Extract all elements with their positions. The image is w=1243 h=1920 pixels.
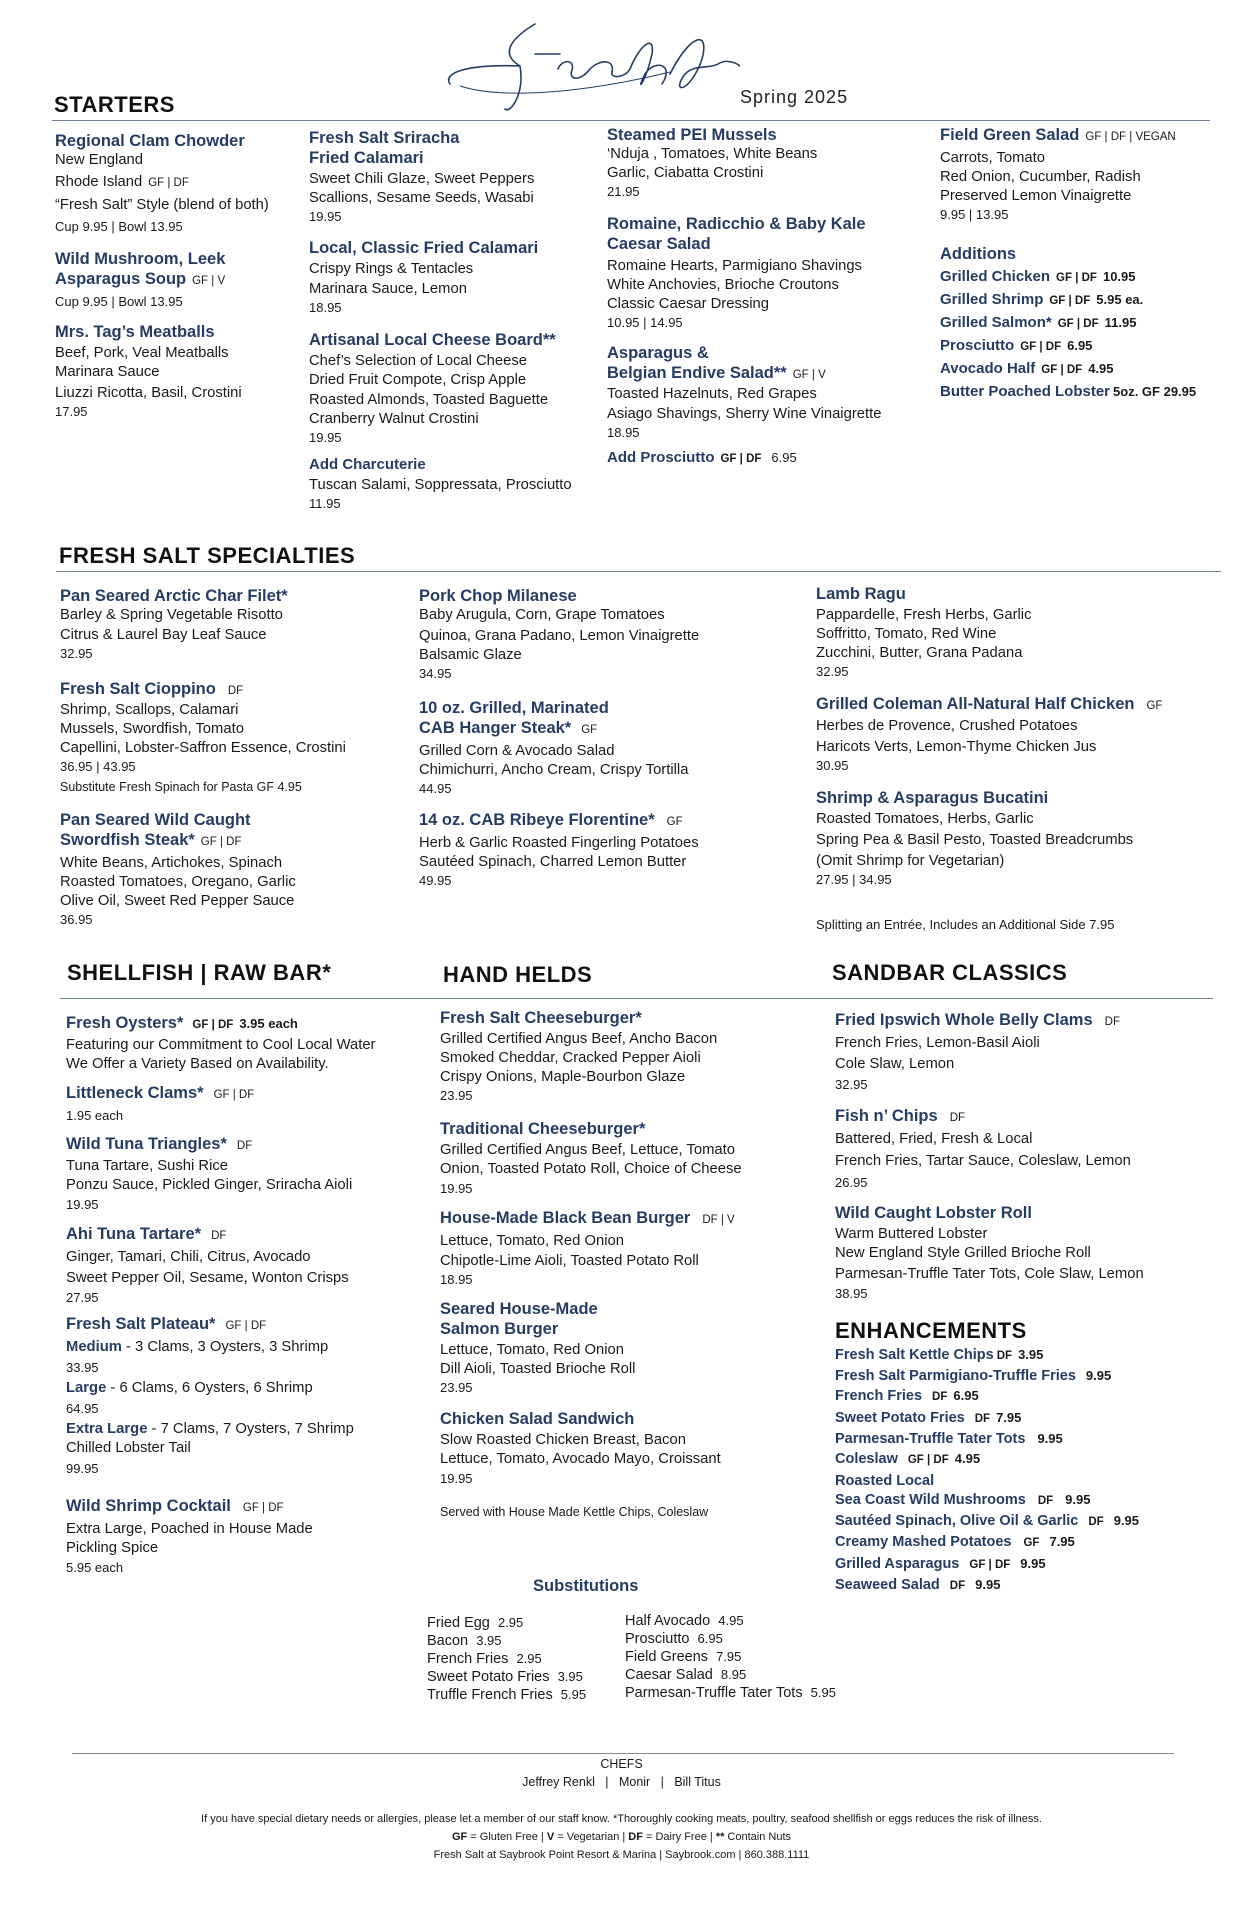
specialties-heading: FRESH SALT SPECIALTIES [59, 543, 356, 568]
item-name: Artisanal Local Cheese Board** [309, 331, 556, 349]
item-desc: New England [55, 152, 144, 168]
item-name: Steamed PEI Mussels [607, 126, 777, 144]
item-desc: Ponzu Sauce, Pickled Ginger, Sriracha Aioli [66, 1177, 353, 1193]
menu-item [607, 447, 907, 469]
item-desc: Sweet Chili Glaze, Sweet Peppers [309, 171, 535, 187]
menu-item [60, 810, 400, 929]
menu-item [66, 1496, 416, 1577]
split-entree-note: Splitting an Entrée, Includes an Additional Side 7.95 [816, 917, 1115, 932]
item-name: Asparagus & [607, 344, 709, 362]
diet-tag: GF | V [792, 369, 826, 381]
sub-item: French Fries 2.95 [427, 1651, 542, 1667]
item-name: Fresh Salt Cheeseburger* [440, 1009, 642, 1027]
addition-item: Avocado Half GF | DF 4.95 [940, 360, 1114, 377]
item-desc: Cole Slaw, Lemon [835, 1056, 955, 1072]
diet-tag: GF | DF [200, 836, 242, 848]
item-desc: Battered, Fried, Fresh & Local [835, 1131, 1033, 1147]
diet-tag: DF [236, 1140, 253, 1152]
menu-item [60, 679, 400, 796]
item-desc: White Anchovies, Brioche Croutons [607, 277, 839, 293]
item-name: Add Prosciutto [607, 449, 715, 466]
diet-tag: GF [581, 724, 598, 736]
diet-tag: DF [1104, 1016, 1120, 1028]
enhancement-item: Parmesan-Truffle Tater Tots 9.95 [835, 1430, 1063, 1447]
item-desc: Baby Arugula, Corn, Grape Tomatoes [419, 607, 665, 623]
plateau-size: Extra Large - 7 Clams, 7 Oysters, 7 Shrimp [66, 1421, 354, 1437]
item-desc: Red Onion, Cucumber, Radish [940, 169, 1141, 185]
menu-item [66, 1083, 416, 1125]
item-price: 38.95 [835, 1286, 868, 1301]
item-desc: Capellini, Lobster-Saffron Essence, Crostini [60, 740, 346, 756]
item-desc: Quinoa, Grana Padano, Lemon Vinaigrette [419, 628, 700, 644]
item-name: Regional Clam Chowder [55, 132, 245, 150]
menu-item [607, 214, 907, 332]
item-price: 17.95 [55, 404, 88, 419]
additions-heading: Additions [940, 245, 1017, 263]
addition-item: Grilled Shrimp GF | DF 5.95 ea. [940, 291, 1144, 308]
item-desc: ‘Nduja , Tomatoes, White Beans [607, 146, 818, 162]
menu-item [940, 125, 1220, 224]
menu-item [816, 584, 1216, 681]
menu-item [440, 1409, 810, 1488]
item-desc: Preserved Lemon Vinaigrette [940, 188, 1132, 204]
menu-item [55, 249, 295, 311]
enhancement-item: Coleslaw GF | DF 4.95 [835, 1451, 981, 1468]
item-desc: Soffritto, Tomato, Red Wine [816, 626, 997, 642]
item-price: 18.95 [440, 1272, 473, 1287]
item-name: Belgian Endive Salad** GF | V [607, 364, 826, 382]
menu-item [816, 788, 1216, 889]
menu-item [66, 1013, 416, 1074]
item-desc: Herb & Garlic Roasted Fingerling Potatoes [419, 835, 699, 851]
item-price: 99.95 [66, 1461, 99, 1476]
sub-item: Fried Egg 2.95 [427, 1615, 524, 1631]
item-name: Fresh Oysters* GF | DF 3.95 each [66, 1014, 298, 1032]
diet-tag: GF | DF [213, 1089, 255, 1101]
item-price: 10.95 | 14.95 [607, 315, 683, 330]
sub-item: Prosciutto 6.95 [625, 1631, 723, 1647]
item-name: 14 oz. CAB Ribeye Florentine* GF [419, 811, 683, 829]
item-price: 1.95 each [66, 1108, 124, 1123]
sub-item: Caesar Salad 8.95 [625, 1667, 747, 1683]
item-desc: Sautéed Spinach, Charred Lemon Butter [419, 854, 687, 870]
item-price: 26.95 [835, 1175, 868, 1190]
item-price: Cup 9.95 | Bowl 13.95 [55, 294, 183, 309]
diet-tag: GF | DF [242, 1502, 284, 1514]
item-name: Pan Seared Arctic Char Filet* [60, 587, 288, 605]
item-name: Local, Classic Fried Calamari [309, 239, 539, 257]
item-name: Pork Chop Milanese [419, 587, 577, 605]
plateau-size: Large - 6 Clams, 6 Oysters, 6 Shrimp [66, 1380, 313, 1396]
diet-tag: GF | DF [225, 1320, 267, 1332]
enhancement-item: Fresh Salt Parmigiano-Truffle Fries 9.95 [835, 1368, 1112, 1385]
item-price: Cup 9.95 | Bowl 13.95 [55, 219, 183, 234]
item-desc: New England Style Grilled Brioche Roll [835, 1245, 1091, 1261]
item-price: 23.95 [440, 1088, 473, 1103]
enhancements-list [835, 1345, 1225, 1596]
enhancement-item: Roasted Local [835, 1473, 935, 1490]
plateau-size: Medium - 3 Clams, 3 Oysters, 3 Shrimp [66, 1339, 329, 1355]
item-price: 21.95 [607, 184, 640, 199]
enhancements-heading: ENHANCEMENTS [835, 1318, 1027, 1343]
menu-item [440, 1299, 810, 1397]
item-name: Asparagus Soup GF | V [55, 270, 226, 288]
menu-item [66, 1134, 416, 1214]
diet-tag: DF | V [702, 1214, 735, 1226]
item-desc: Herbes de Provence, Crushed Potatoes [816, 718, 1078, 734]
item-price: 19.95 [66, 1197, 99, 1212]
diet-tag: GF | DF | VEGAN [1085, 131, 1176, 143]
item-desc: French Fries, Lemon-Basil Aioli [835, 1035, 1040, 1051]
item-price: 30.95 [816, 758, 849, 773]
item-desc: Shrimp, Scallops, Calamari [60, 702, 239, 718]
chefs-label: CHEFS [600, 1757, 643, 1771]
menu-item [55, 322, 295, 421]
item-desc: Barley & Spring Vegetable Risotto [60, 607, 283, 623]
plateau-item [66, 1314, 416, 1478]
enhancement-item: Creamy Mashed Potatoes GF 7.95 [835, 1534, 1075, 1551]
item-desc: Olive Oil, Sweet Red Pepper Sauce [60, 893, 295, 909]
item-name: Swordfish Steak* GF | DF [60, 831, 242, 849]
item-desc: Dried Fruit Compote, Crisp Apple [309, 372, 527, 388]
sub-item: Parmesan-Truffle Tater Tots 5.95 [625, 1685, 836, 1701]
enhancement-item: Sautéed Spinach, Olive Oil & Garlic DF 9.95 [835, 1513, 1140, 1530]
chef-name: Bill Titus [674, 1775, 721, 1789]
item-desc: (Omit Shrimp for Vegetarian) [816, 853, 1005, 869]
menu-item [60, 586, 400, 663]
item-desc: Sweet Pepper Oil, Sesame, Wonton Crisps [66, 1270, 349, 1286]
menu-item [55, 131, 295, 236]
item-desc: Liuzzi Ricotta, Basil, Crostini [55, 385, 242, 401]
item-price: 19.95 [309, 430, 342, 445]
item-name: Field Green Salad GF | DF | VEGAN [940, 126, 1176, 144]
shellfish-rule [60, 998, 1213, 999]
sub-item: Field Greens 7.95 [625, 1649, 742, 1665]
item-desc: Marinara Sauce, Lemon [309, 281, 467, 297]
item-price: 18.95 [607, 425, 640, 440]
item-desc: Smoked Cheddar, Cracked Pepper Aioli [440, 1050, 701, 1066]
menu-item [309, 330, 599, 447]
diet-tag: GF | DF [148, 177, 189, 189]
item-price: 5.95 each [66, 1560, 124, 1575]
diet-tag: DF [949, 1112, 966, 1124]
item-price: 27.95 [66, 1290, 99, 1305]
menu-item [309, 454, 599, 513]
item-desc: White Beans, Artichokes, Spinach [60, 855, 283, 871]
item-price: 32.95 [60, 646, 93, 661]
item-price: 11.95 [309, 496, 341, 511]
diet-tag: GF | DF [192, 1019, 234, 1031]
item-desc: Citrus & Laurel Bay Leaf Sauce [60, 627, 267, 643]
menu-item [419, 698, 769, 798]
item-desc: Chimichurri, Ancho Cream, Crispy Tortilla [419, 762, 689, 778]
item-name: Add Charcuterie [309, 456, 426, 473]
item-price: 49.95 [419, 873, 452, 888]
menu-item [66, 1224, 416, 1307]
diet-tag: GF | V [192, 275, 226, 287]
item-desc: Scallions, Sesame Seeds, Wasabi [309, 190, 534, 206]
item-desc: Roasted Tomatoes, Herbs, Garlic [816, 811, 1034, 827]
item-name: Chicken Salad Sandwich [440, 1410, 635, 1428]
item-name: Fresh Salt Plateau* GF | DF [66, 1315, 267, 1333]
item-name: Grilled Coleman All-Natural Half Chicken GF [816, 695, 1163, 713]
item-price: 19.95 [440, 1181, 473, 1196]
item-desc: Warm Buttered Lobster [835, 1226, 988, 1242]
item-desc: Parmesan-Truffle Tater Tots, Cole Slaw, Lemon [835, 1266, 1144, 1282]
substitutions-right [625, 1612, 836, 1702]
item-desc: Carrots, Tomato [940, 150, 1045, 166]
item-name: Wild Mushroom, Leek [55, 250, 226, 268]
item-desc: Roasted Tomatoes, Oregano, Garlic [60, 874, 296, 890]
item-desc: Spring Pea & Basil Pesto, Toasted Breadcrumbs [816, 832, 1134, 848]
item-name: Salmon Burger [440, 1320, 559, 1338]
menu-item [309, 128, 599, 226]
item-name: Littleneck Clams* GF | DF [66, 1084, 255, 1102]
sandbar-heading: SANDBAR CLASSICS [832, 960, 1068, 985]
menu-item [440, 1208, 810, 1289]
item-desc: Pickling Spice [66, 1540, 159, 1556]
handhelds-heading: HAND HELDS [443, 962, 593, 987]
item-desc: Grilled Certified Angus Beef, Lettuce, Tomato [440, 1142, 736, 1158]
item-desc: Classic Caesar Dressing [607, 296, 769, 312]
additions-block [940, 244, 1230, 402]
menu-item [309, 238, 599, 317]
diet-tag: DF [211, 1230, 227, 1242]
item-desc: Featuring our Commitment to Cool Local Water [66, 1037, 376, 1053]
menu-item [835, 1106, 1215, 1192]
menu-item [440, 1119, 810, 1198]
item-desc: Crispy Onions, Maple-Bourbon Glaze [440, 1069, 686, 1085]
item-price: 18.95 [309, 300, 342, 315]
item-name: Mrs. Tag’s Meatballs [55, 323, 215, 341]
item-desc: Extra Large, Poached in House Made [66, 1521, 313, 1537]
item-price: 6.95 [771, 450, 797, 465]
item-name: Ahi Tuna Tartare* DF [66, 1225, 227, 1243]
item-price: 33.95 [66, 1360, 99, 1375]
item-name: Lamb Ragu [816, 585, 906, 603]
item-desc: Mussels, Swordfish, Tomato [60, 721, 244, 737]
menu-item [816, 694, 1216, 775]
item-name: Fresh Salt Cioppino DF [60, 680, 244, 698]
enhancement-item: Sweet Potato Fries DF 7.95 [835, 1409, 1022, 1426]
item-price: 44.95 [419, 781, 452, 796]
addition-item: Butter Poached Lobster 5oz. GF 29.95 [940, 383, 1197, 400]
starters-heading: STARTERS [54, 92, 175, 117]
item-desc: Tuna Tartare, Sushi Rice [66, 1158, 229, 1174]
addition-item: Prosciutto GF | DF 6.95 [940, 337, 1093, 354]
item-price: 19.95 [440, 1471, 473, 1486]
sub-item: Bacon 3.95 [427, 1633, 502, 1649]
addition-item: Grilled Chicken GF | DF 10.95 [940, 268, 1136, 285]
item-desc: Pappardelle, Fresh Herbs, Garlic [816, 607, 1032, 623]
sub-item: Truffle French Fries 5.95 [427, 1687, 587, 1703]
item-desc: “Fresh Salt” Style (blend of both) [55, 197, 269, 213]
item-name: Fresh Salt Sriracha [309, 129, 460, 147]
item-desc: Balsamic Glaze [419, 647, 522, 663]
item-desc: Dill Aioli, Toasted Brioche Roll [440, 1361, 636, 1377]
item-desc: Asiago Shavings, Sherry Wine Vinaigrette [607, 406, 882, 422]
item-note: Substitute Fresh Spinach for Pasta GF 4.95 [60, 780, 302, 794]
diet-tag: DF [227, 685, 244, 697]
menu-item [835, 1010, 1215, 1094]
item-name: Fish n’ Chips DF [835, 1107, 966, 1125]
menu-item [607, 343, 907, 442]
item-desc: Chipotle-Lime Aioli, Toasted Potato Roll [440, 1253, 699, 1269]
season-label: Spring 2025 [740, 87, 849, 107]
item-name: 10 oz. Grilled, Marinated [419, 699, 609, 717]
item-price: 32.95 [835, 1077, 868, 1092]
item-name: Traditional Cheeseburger* [440, 1120, 646, 1138]
fresh-salt-logo [440, 14, 740, 124]
item-desc: Garlic, Ciabatta Crostini [607, 165, 764, 181]
item-desc: Grilled Corn & Avocado Salad [419, 743, 615, 759]
menu-item [835, 1203, 1215, 1303]
item-name: Wild Shrimp Cocktail GF | DF [66, 1497, 284, 1515]
substitutions-left [427, 1614, 586, 1704]
item-name: Wild Caught Lobster Roll [835, 1204, 1032, 1222]
item-desc: Crispy Rings & Tentacles [309, 261, 474, 277]
item-price: 32.95 [816, 664, 849, 679]
item-desc: Lettuce, Tomato, Red Onion [440, 1342, 624, 1358]
item-name: House-Made Black Bean Burger DF | V [440, 1209, 735, 1227]
menu-item [440, 1008, 810, 1105]
item-price: 36.95 | 43.95 [60, 759, 136, 774]
item-desc: Slow Roasted Chicken Breast, Bacon [440, 1432, 686, 1448]
item-name: Romaine, Radicchio & Baby Kale [607, 215, 866, 233]
enhancement-item: Grilled Asparagus GF | DF 9.95 [835, 1555, 1046, 1572]
allergy-notice: If you have special dietary needs or allergies, please let a member of our staff know. *Thoroughly cooking meats, poultry, seafood shellfish or eggs reduces the risk of illness. [201, 1813, 1042, 1825]
item-name: CAB Hanger Steak* GF [419, 719, 598, 737]
item-desc: Beef, Pork, Veal Meatballs [55, 345, 229, 361]
specialties-rule [56, 571, 1221, 572]
item-desc: Toasted Hazelnuts, Red Grapes [607, 386, 817, 402]
item-desc: We Offer a Variety Based on Availability. [66, 1056, 329, 1072]
enhancement-item: Sea Coast Wild Mushrooms DF 9.95 [835, 1492, 1091, 1509]
diet-tag: GF [1146, 700, 1163, 712]
item-desc: Zucchini, Butter, Grana Padana [816, 645, 1023, 661]
item-desc: Marinara Sauce [55, 364, 160, 380]
item-desc: French Fries, Tartar Sauce, Coleslaw, Lemon [835, 1153, 1131, 1169]
enhancement-item: Seaweed Salad DF 9.95 [835, 1576, 1001, 1593]
item-price: 36.95 [60, 912, 93, 927]
item-price: 9.95 | 13.95 [940, 207, 1009, 222]
footer-rule [72, 1753, 1174, 1754]
item-desc: Chef’s Selection of Local Cheese [309, 353, 527, 369]
item-name: Pan Seared Wild Caught [60, 811, 251, 829]
restaurant-address: Fresh Salt at Saybrook Point Resort & Marina | Saybrook.com | 860.388.1111 [433, 1849, 810, 1861]
item-name: Fried Calamari [309, 149, 424, 167]
item-desc: Tuscan Salami, Soppressata, Prosciutto [309, 477, 572, 493]
item-price: 3.95 each [239, 1016, 298, 1031]
diet-tag: GF [666, 816, 683, 828]
menu-item [607, 125, 907, 201]
item-desc: Chilled Lobster Tail [66, 1440, 191, 1456]
item-name: Fried Ipswich Whole Belly Clams DF [835, 1011, 1120, 1029]
item-desc: Lettuce, Tomato, Red Onion [440, 1233, 624, 1249]
item-name: Caesar Salad [607, 235, 711, 253]
item-price: 27.95 | 34.95 [816, 872, 892, 887]
item-desc: Romaine Hearts, Parmigiano Shavings [607, 258, 862, 274]
menu-item [419, 810, 769, 890]
item-desc: Roasted Almonds, Toasted Baguette [309, 392, 549, 408]
chef-name: Monir [618, 1775, 651, 1789]
addition-item: Grilled Salmon* GF | DF 11.95 [940, 314, 1137, 331]
chefs-names: Jeffrey Renkl | Monir | Bill Titus [522, 1775, 721, 1789]
diet-legend: GF = Gluten Free | V = Vegetarian | DF = Dairy Free | ** Contain Nuts [451, 1831, 792, 1843]
substitutions-heading: Substitutions [533, 1577, 639, 1595]
enhancement-item: Fresh Salt Kettle Chips DF 3.95 [835, 1347, 1044, 1363]
enhancement-item: French Fries DF 6.95 [835, 1388, 979, 1405]
item-desc: Lettuce, Tomato, Avocado Mayo, Croissant [440, 1451, 721, 1467]
item-desc: Cranberry Walnut Crostini [309, 411, 479, 427]
item-name: Wild Tuna Triangles* DF [66, 1135, 253, 1153]
item-desc: Onion, Toasted Potato Roll, Choice of Cheese [440, 1161, 742, 1177]
item-desc: Grilled Certified Angus Beef, Ancho Bacon [440, 1031, 718, 1047]
item-name: Seared House-Made [440, 1300, 598, 1318]
item-desc: Haricots Verts, Lemon-Thyme Chicken Jus [816, 739, 1097, 755]
item-price: 19.95 [309, 209, 342, 224]
sub-item: Half Avocado 4.95 [625, 1613, 744, 1629]
handhelds-note: Served with House Made Kettle Chips, Coleslaw [440, 1505, 709, 1519]
chef-name: Jeffrey Renkl [522, 1775, 595, 1789]
item-name: Shrimp & Asparagus Bucatini [816, 789, 1049, 807]
menu-item [419, 586, 769, 683]
item-desc: Rhode Island GF | DF [55, 174, 189, 190]
item-price: 34.95 [419, 666, 452, 681]
sub-item: Sweet Potato Fries 3.95 [427, 1669, 583, 1685]
shellfish-heading: SHELLFISH | RAW BAR* [67, 960, 332, 985]
diet-tag: GF | DF [720, 453, 762, 465]
starters-rule [52, 120, 1210, 121]
item-price: 23.95 [440, 1380, 473, 1395]
item-price: 64.95 [66, 1401, 99, 1416]
item-desc: Ginger, Tamari, Chili, Citrus, Avocado [66, 1249, 311, 1265]
